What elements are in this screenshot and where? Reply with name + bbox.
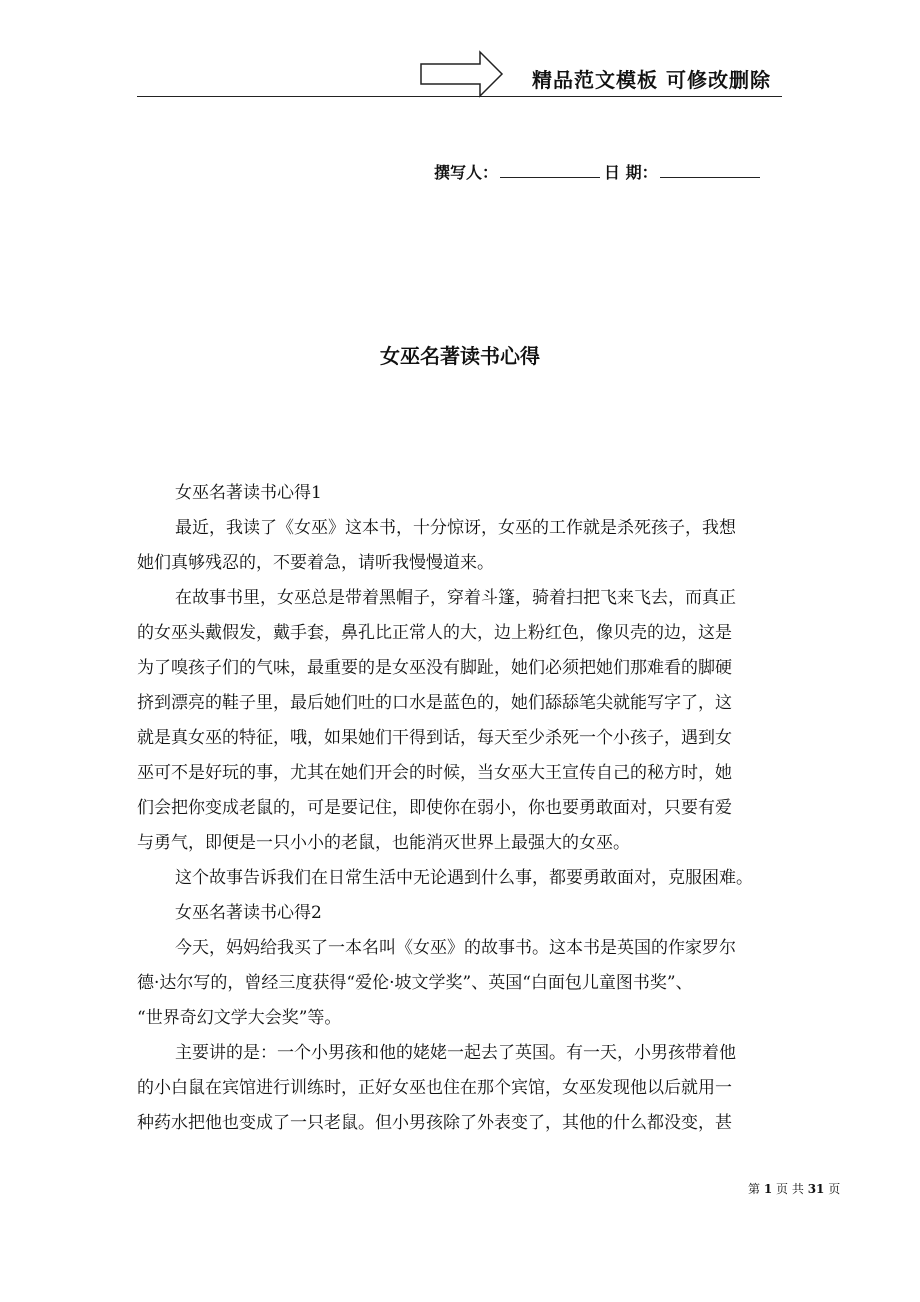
text-line: 在故事书里，女巫总是带着黑帽子，穿着斗篷，骑着扫把飞来飞去，而真正 <box>175 588 736 608</box>
document-body <box>137 476 797 1141</box>
text-line: “世界奇幻文学大会奖”等。 <box>137 1008 342 1028</box>
text-line: 她们真够残忍的，不要着急，请听我慢慢道来。 <box>137 553 494 573</box>
text-line: 女巫名著读书心得1 <box>175 483 322 503</box>
date-field[interactable] <box>660 160 760 178</box>
footer-middle: 页 共 <box>776 1182 804 1196</box>
text-line: 就是真女巫的特征，哦，如果她们干得到话，每天至少杀死一个小孩子，遇到女 <box>137 728 732 748</box>
signature-line <box>434 160 764 183</box>
total-pages: 31 <box>807 1182 825 1196</box>
text-line: 挤到漂亮的鞋子里，最后她们吐的口水是蓝色的，她们舔舔笔尖就能写字了，这 <box>137 693 732 713</box>
page-footer <box>748 1180 840 1197</box>
text-line: 主要讲的是：一个小男孩和他的姥姥一起去了英国。有一天，小男孩带着他 <box>175 1043 736 1063</box>
footer-suffix: 页 <box>828 1182 841 1196</box>
text-line: 女巫名著读书心得2 <box>175 903 322 923</box>
text-line: 种药水把他也变成了一只老鼠。但小男孩除了外表变了，其他的什么都没变，甚 <box>137 1113 732 1133</box>
document-title: 女巫名著读书心得 <box>380 344 540 368</box>
page-number: 1 <box>763 1182 773 1196</box>
text-line: 最近，我读了《女巫》这本书，十分惊讶，女巫的工作就是杀死孩子，我想 <box>175 518 736 538</box>
text-line: 巫可不是好玩的事，尤其在她们开会的时候，当女巫大王宣传自己的秘方时，她 <box>137 763 732 783</box>
text-line: 今天，妈妈给我买了一本名叫《女巫》的故事书。这本书是英国的作家罗尔 <box>175 938 736 958</box>
header-divider <box>137 96 782 97</box>
text-line: 德·达尔写的，曾经三度获得“爱伦·坡文学奖”、英国“白面包儿童图书奖”、 <box>137 973 693 993</box>
author-field[interactable] <box>500 160 600 178</box>
text-line: 的女巫头戴假发，戴手套，鼻孔比正常人的大，边上粉红色，像贝壳的边，这是 <box>137 623 732 643</box>
text-line: 的小白鼠在宾馆进行训练时，正好女巫也住在那个宾馆，女巫发现他以后就用一 <box>137 1078 732 1098</box>
text-line: 为了嗅孩子们的气味，最重要的是女巫没有脚趾，她们必须把她们那难看的脚硬 <box>137 658 732 678</box>
author-label: 撰写人： <box>434 163 499 182</box>
date-label: 日 期： <box>604 163 658 182</box>
header-title: 精品范文模板 可修改删除 <box>532 68 771 92</box>
text-line: 与勇气，即便是一只小小的老鼠，也能消灭世界上最强大的女巫。 <box>137 833 630 853</box>
text-line: 这个故事告诉我们在日常生活中无论遇到什么事，都要勇敢面对，克服困难。 <box>175 868 753 888</box>
text-line: 们会把你变成老鼠的，可是要记住，即使你在弱小，你也要勇敢面对，只要有爱 <box>137 798 732 818</box>
footer-prefix: 第 <box>748 1182 761 1196</box>
arrow-icon <box>420 50 504 98</box>
